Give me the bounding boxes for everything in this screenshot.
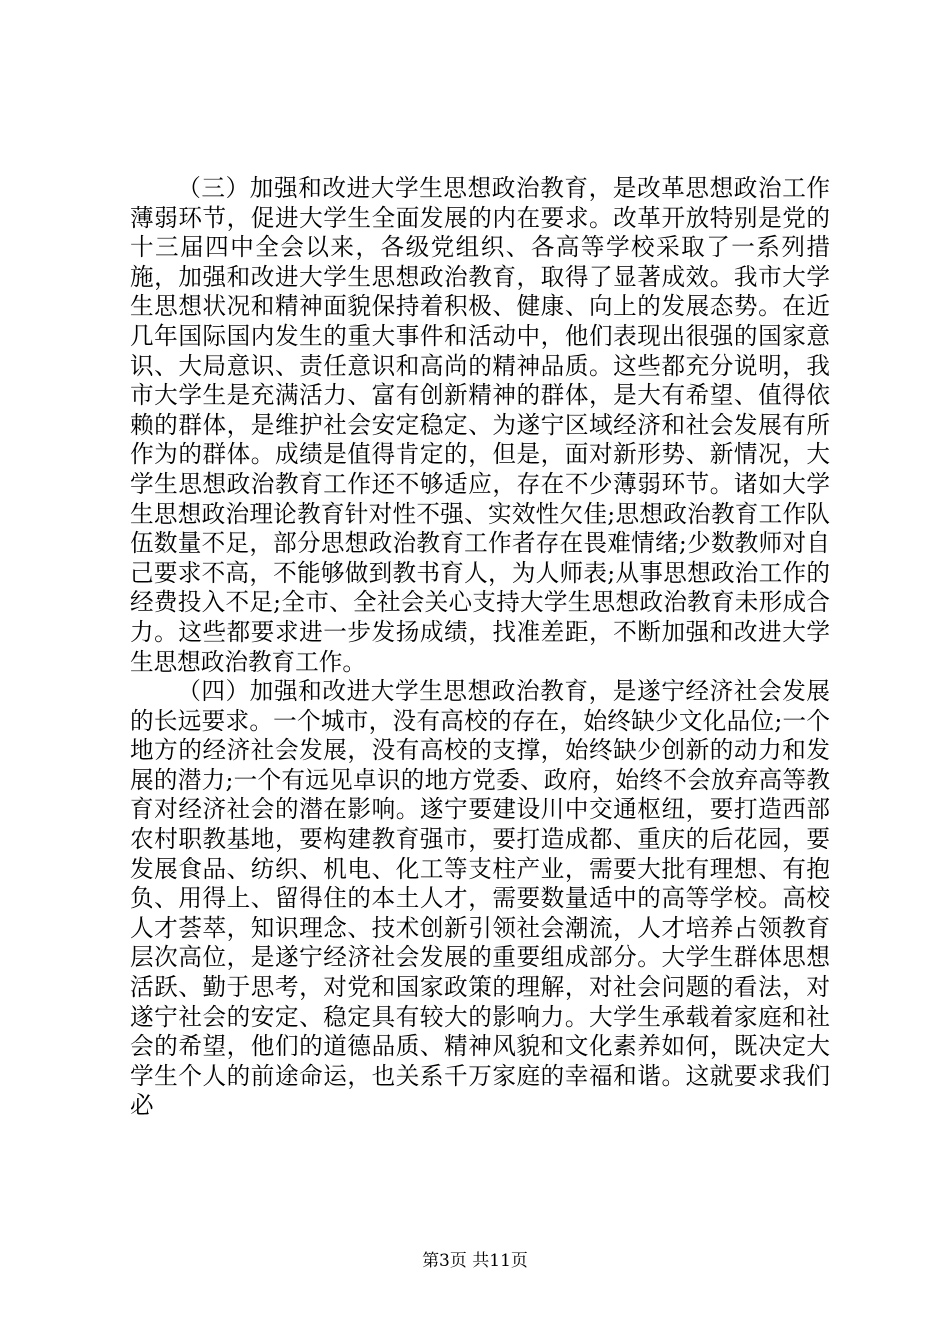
- paragraph-section-4: （四）加强和改进大学生思想政治教育，是遂宁经济社会发展的长远要求。一个城市，没有高校的存在，始终缺少文化品位;一个地方的经济社会发展，没有高校的支撑，始终缺少创新的动力和发展的潜力;一个有远见卓识的地方党委、政府，始终不会放弃高等教育对经济社会的潜在影响。遂宁要建设川中交通枢纽，要打造西部农村职教基地，要构建教育强市，要打造成都、重庆的后花园，要发展食品、纺织、机电、化工等支柱产业，需要大批有理想、有抱负、用得上、留得住的本土人才，需要数量适中的高等学校。高校人才荟萃，知识理念、技术创新引领社会潮流，人才培养占领教育层次高位，是遂宁经济社会发展的重要组成部分。大学生群体思想活跃、勤于思考，对党和国家政策的理解，对社会问题的看法，对遂宁社会的安定、稳定具有较大的影响力。大学生承载着家庭和社会的希望，他们的道德品质、精神风貌和文化素养如何，既决定大学生个人的前途命运，也关系千万家庭的幸福和谐。这就要求我们必: [130, 677, 830, 1120]
- page-number-footer: 第3页 共11页: [422, 1251, 528, 1271]
- document-body: [130, 174, 830, 1121]
- paragraph-section-3: （三）加强和改进大学生思想政治教育，是改革思想政治工作薄弱环节，促进大学生全面发展的内在要求。改革开放特别是党的十三届四中全会以来，各级党组织、各高等学校采取了一系列措施，加强和改进大学生思想政治教育，取得了显著成效。我市大学生思想状况和精神面貌保持着积极、健康、向上的发展态势。在近几年国际国内发生的重大事件和活动中，他们表现出很强的国家意识、大局意识、责任意识和高尚的精神品质。这些都充分说明，我市大学生是充满活力、富有创新精神的群体，是大有希望、值得依赖的群体，是维护社会安定稳定、为遂宁区域经济和社会发展有所作为的群体。成绩是值得肯定的，但是，面对新形势、新情况，大学生思想政治教育工作还不够适应，存在不少薄弱环节。诸如大学生思想政治理论教育针对性不强、实效性欠佳;思想政治教育工作队伍数量不足，部分思想政治教育工作者存在畏难情绪;少数教师对自己要求不高，不能够做到教书育人，为人师表;从事思想政治工作的经费投入不足;全市、全社会关心支持大学生思想政治教育未形成合力。这些都要求进一步发扬成绩，找准差距，不断加强和改进大学生思想政治教育工作。: [130, 174, 830, 676]
